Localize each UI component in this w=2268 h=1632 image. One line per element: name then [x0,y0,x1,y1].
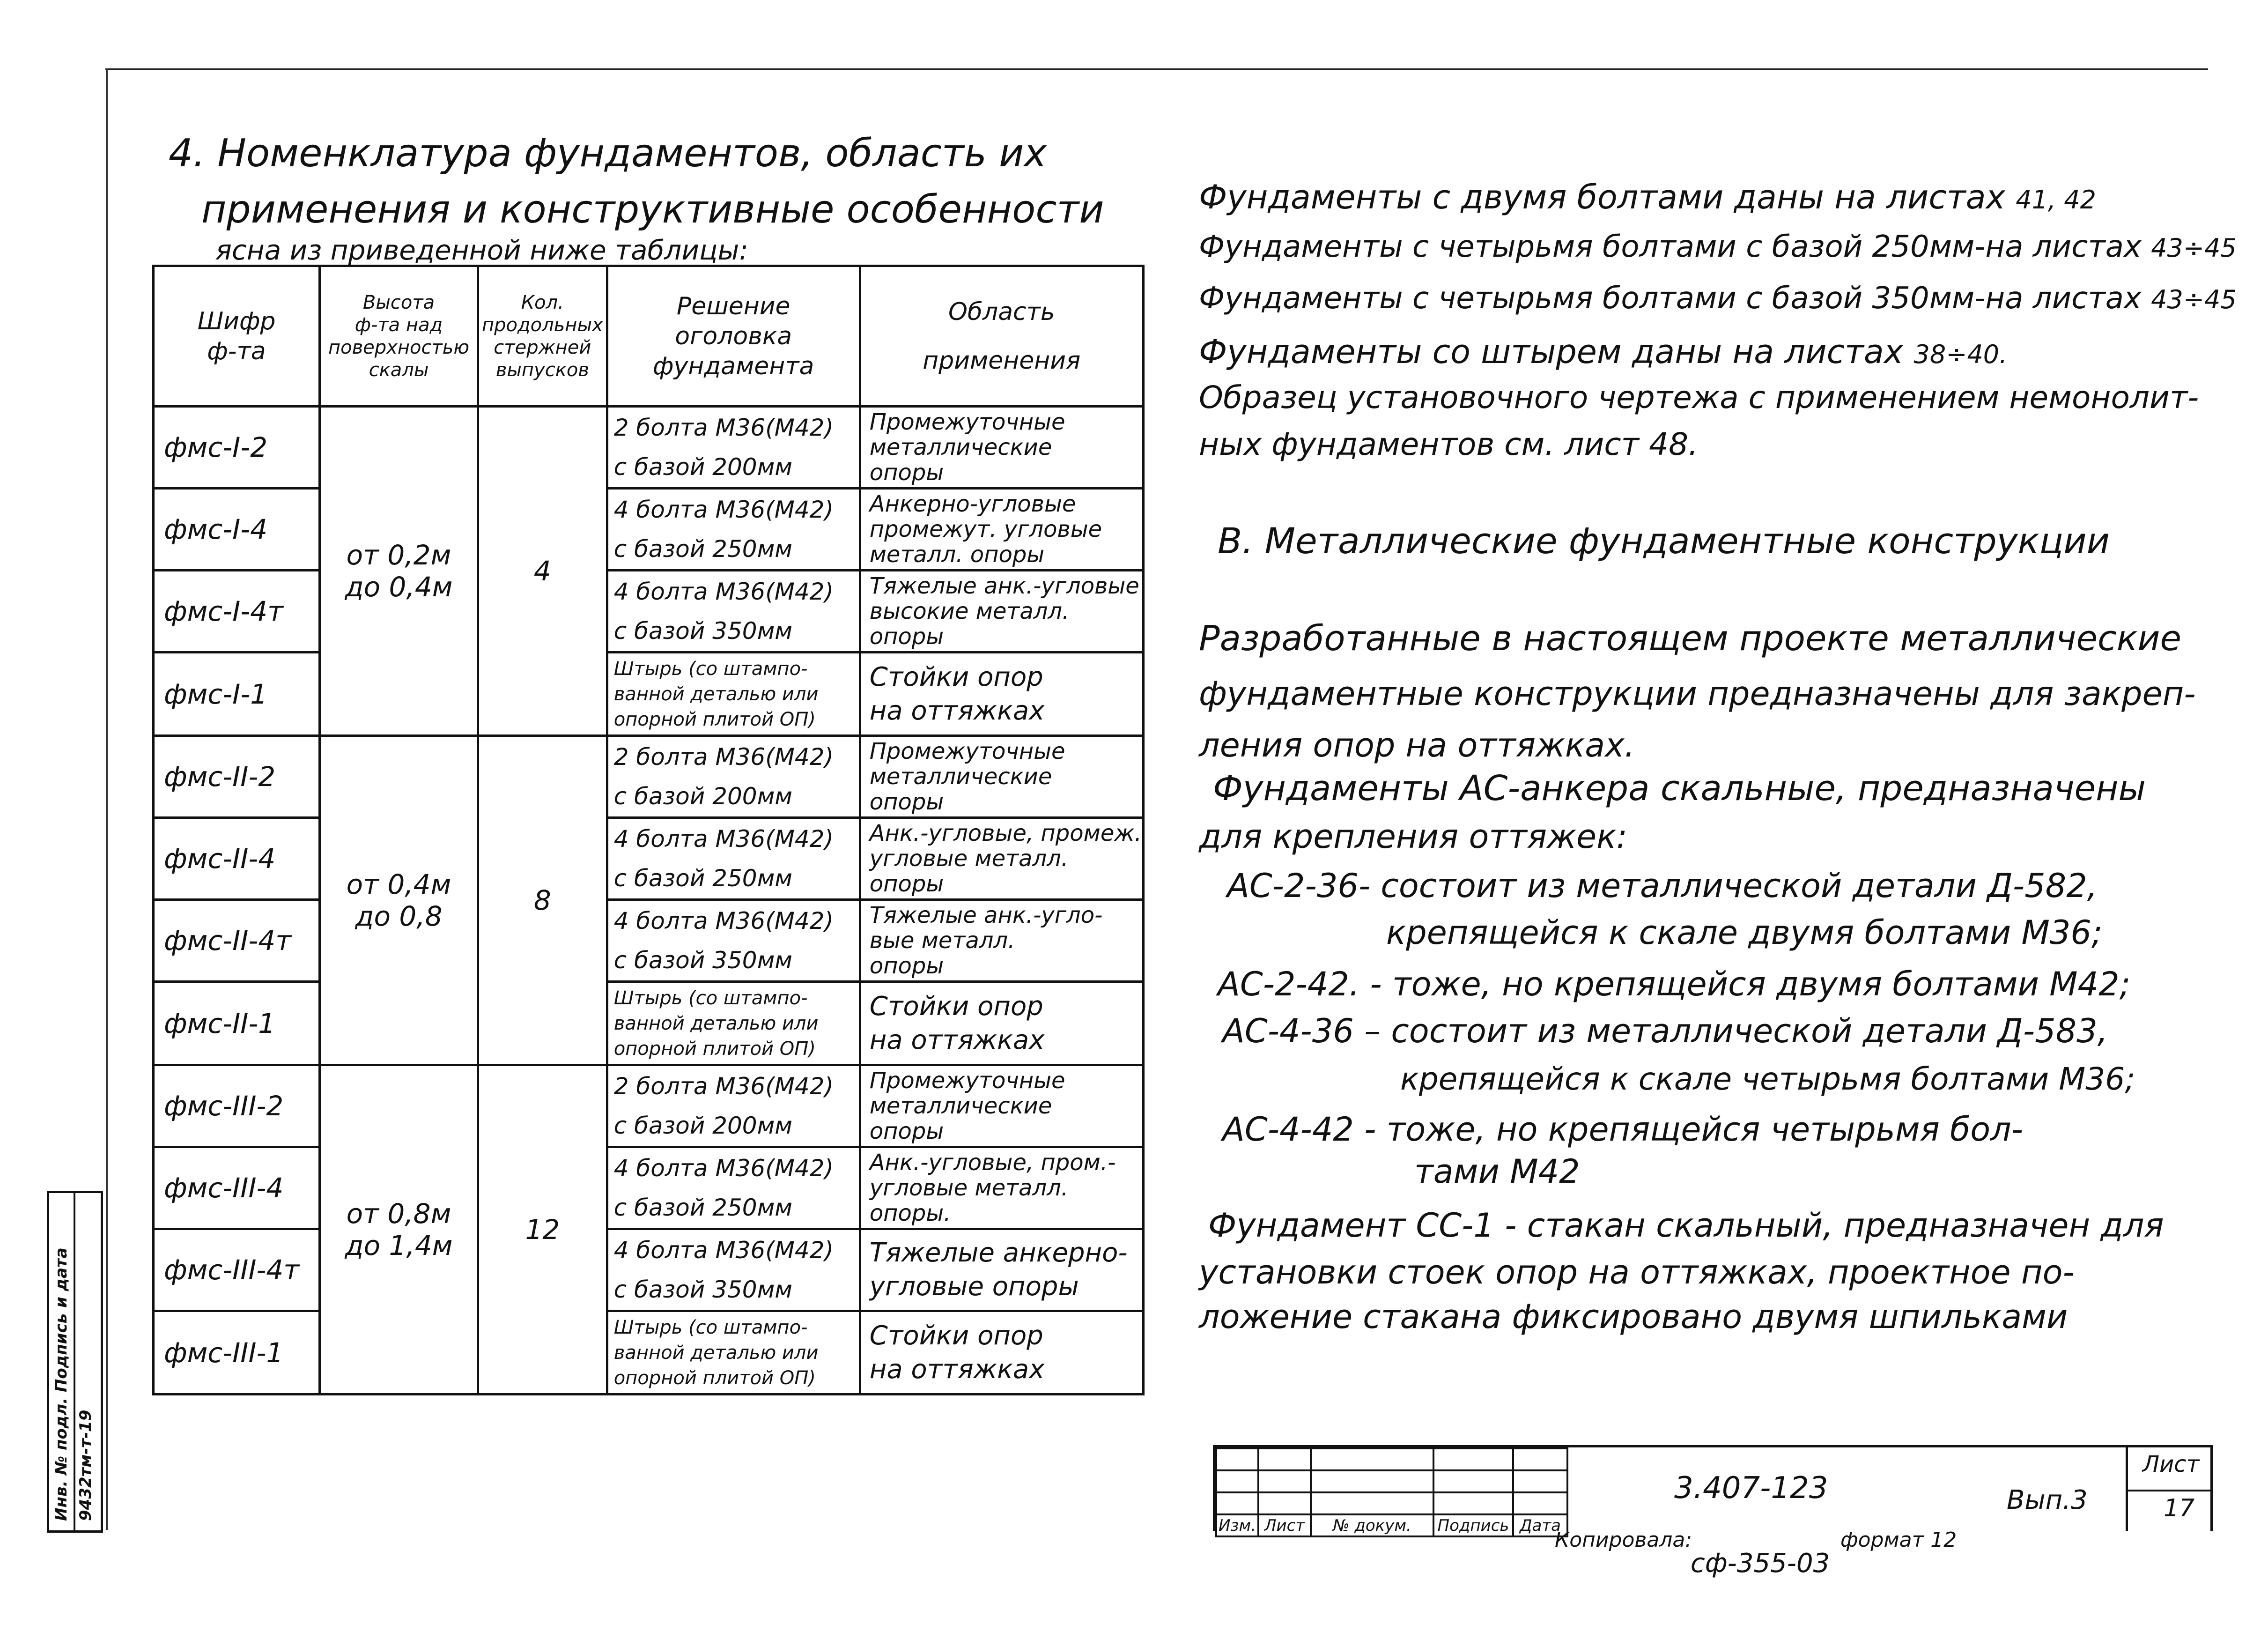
solution-cell: 4 болта М36(М42) с базой 250мм [607,1147,860,1229]
sheet-format: формат 12 [1840,1528,1957,1552]
height-cell: от 0,8м до 1,4м [320,1065,478,1395]
solution-cell: 4 болта М36(М42) с базой 250мм [607,818,860,900]
table-row [154,653,1144,736]
table-row [154,489,1144,571]
code-cell: фмс-I-2 [154,407,320,489]
label-signature: Подпись [1433,1514,1513,1536]
code-cell: фмс-III-2 [154,1065,320,1147]
application-cell: Промежуточные металлические опоры [860,1065,1143,1147]
side-stamp-labels: Инв. № подл. Подпись и дата [52,1247,71,1521]
sheet-label: Лист [2142,1451,2200,1477]
code-cell: фмс-II-4 [154,818,320,900]
solution-cell: Штырь (со штампо- ванной деталью или опорной плитой ОП) [607,1311,860,1395]
application-cell: Тяжелые анкерно- угловые опоры [860,1229,1143,1311]
header-code: Шифр ф-та [154,266,320,407]
label-sheet: Лист [1258,1514,1311,1536]
header-application: Область применения [860,266,1143,407]
code-cell: фмс-II-2 [154,736,320,818]
table-row [154,1065,1144,1147]
solution-cell: 2 болта М36(М42) с базой 200мм [607,736,860,818]
code-cell: фмс-III-4т [154,1229,320,1311]
nomenclature-table [152,265,1145,1395]
anchor-item: крепящейся к скале четырьмя болтами М36; [1400,1061,2135,1097]
application-cell: Анкерно-угловые промежут. угловые металл. опоры [860,489,1143,571]
solution-cell: 4 болта М36(М42) с базой 250мм [607,489,860,571]
application-cell: Стойки опор на оттяжках [860,982,1143,1065]
code-cell: фмс-III-4 [154,1147,320,1229]
sample-line: ных фундаментов см. лист 48. [1199,426,1699,462]
stamp-divider [2126,1490,2210,1491]
header-solution: Решение оголовка фундамента [607,266,860,407]
title-block [1213,1445,2213,1535]
section-heading-line3: ясна из приведенной ниже таблицы: [215,234,748,266]
section-b-heading: В. Металлические фундаментные конструкции [1218,520,2110,562]
anchor-item: АС-4-42 - тоже, но крепящейся четырьмя бол- [1222,1110,2024,1149]
table-header-row [154,266,1144,407]
label-change: Изм. [1216,1514,1258,1536]
anchor-item: крепящейся к скале двумя болтами М36; [1386,913,2103,952]
paragraph-line: ложение стакана фиксировано двумя шпильками [1199,1298,2068,1336]
code-cell: фмс-I-1 [154,653,320,736]
anchor-item: тами М42 [1414,1152,1580,1191]
sample-line: Образец установочного чертежа с применением немонолит- [1199,379,2199,415]
outlets-cell: 4 [478,407,607,736]
label-date: Дата [1513,1514,1567,1536]
solution-cell: 2 болта М36(М42) с базой 200мм [607,1065,860,1147]
paragraph-line: ления опор на оттяжках. [1199,726,1635,764]
section-heading-line1: 4. Номенклатура фундаментов, область их [169,131,1047,176]
application-cell: Стойки опор на оттяжках [860,1311,1143,1395]
ref-line: Фундаменты с двумя болтами даны на листах 41, 42 [1199,178,2096,216]
table-row [154,982,1144,1065]
application-cell: Промежуточные металлические опоры [860,407,1143,489]
application-cell: Анк.-угловые, промеж. угловые металл. опоры [860,818,1143,900]
anchor-item: АС-2-42. - тоже, но крепящейся двумя болтами М42; [1218,965,2131,1003]
application-cell: Тяжелые анк.-угловые высокие металл. опоры [860,571,1143,653]
table-row [154,818,1144,900]
application-cell: Тяжелые анк.-угло- вые металл. опоры [860,900,1143,982]
paragraph-line: установки стоек опор на оттяжках, проектное по- [1199,1253,2075,1291]
archive-code: сф-355-03 [1691,1548,1830,1579]
paragraph-line: Фундаменты АС-анкера скальные, предназначены [1213,768,2146,809]
paragraph-line: Разработанные в настоящем проекте металлические [1199,618,2182,659]
solution-cell: 2 болта М36(М42) с базой 200мм [607,407,860,489]
code-cell: фмс-I-4т [154,571,320,653]
outlets-cell: 12 [478,1065,607,1395]
header-height: Высота ф-та над поверхностью скалы [320,266,478,407]
application-cell: Анк.-угловые, пром.- угловые металл. опоры. [860,1147,1143,1229]
label-doc-number: № докум. [1311,1514,1433,1536]
ref-line: Фундаменты с четырьмя болтами с базой 250мм-на листах 43÷45 [1199,230,2237,264]
code-cell: фмс-II-4т [154,900,320,982]
table-row [154,407,1144,489]
table-row [154,571,1144,653]
top-frame-line [105,68,2208,70]
revision-grid [1215,1447,1568,1537]
paragraph-line: для крепления оттяжек: [1199,817,1627,856]
issue-number: Вып.3 [2007,1485,2088,1515]
copied-by: Копировала: [1555,1528,1692,1552]
solution-cell: 4 болта М36(М42) с базой 350мм [607,571,860,653]
application-cell: Промежуточные металлические опоры [860,736,1143,818]
side-stamp [47,1191,103,1533]
stamp-divider [2126,1447,2128,1531]
table-row [154,900,1144,982]
paragraph-line: Фундамент СС-1 - стакан скальный, предназначен для [1208,1206,2164,1245]
code-cell: фмс-III-1 [154,1311,320,1395]
outlets-cell: 8 [478,736,607,1065]
solution-cell: 4 болта М36(М42) с базой 350мм [607,900,860,982]
solution-cell: Штырь (со штампо- ванной деталью или опорной плитой ОП) [607,653,860,736]
document-number: 3.407-123 [1674,1471,1828,1506]
paragraph-line: фундаментные конструкции предназначены для закреп- [1199,675,2196,713]
height-cell: от 0,2м до 0,4м [320,407,478,736]
solution-cell: 4 болта М36(М42) с базой 350мм [607,1229,860,1311]
height-cell: от 0,4м до 0,8 [320,736,478,1065]
table-row [154,1147,1144,1229]
left-frame-line [106,68,108,1530]
ref-line: Фундаменты с четырьмя болтами с базой 350мм-на листах 43÷45 [1199,281,2237,316]
anchor-item: АС-4-36 – состоит из металлической детали Д-583, [1222,1012,2108,1050]
application-cell: Стойки опор на оттяжках [860,653,1143,736]
side-stamp-inventory: 9432тм-т-19 [76,1409,95,1521]
table-row [154,736,1144,818]
sheet-number: 17 [2164,1494,2195,1522]
table-row [154,1311,1144,1395]
side-stamp-divider [74,1193,75,1530]
anchor-item: АС-2-36- состоит из металлической детали Д-582, [1227,867,2098,905]
code-cell: фмс-II-1 [154,982,320,1065]
table-row [154,1229,1144,1311]
section-heading-line2: применения и конструктивные особенности [201,187,1104,232]
ref-line: Фундаменты со штырем даны на листах 38÷40. [1199,333,2008,371]
header-outlets: Кол. продольных стержней выпусков [478,266,607,407]
solution-cell: Штырь (со штампо- ванной деталью или опорной плитой ОП) [607,982,860,1065]
code-cell: фмс-I-4 [154,489,320,571]
